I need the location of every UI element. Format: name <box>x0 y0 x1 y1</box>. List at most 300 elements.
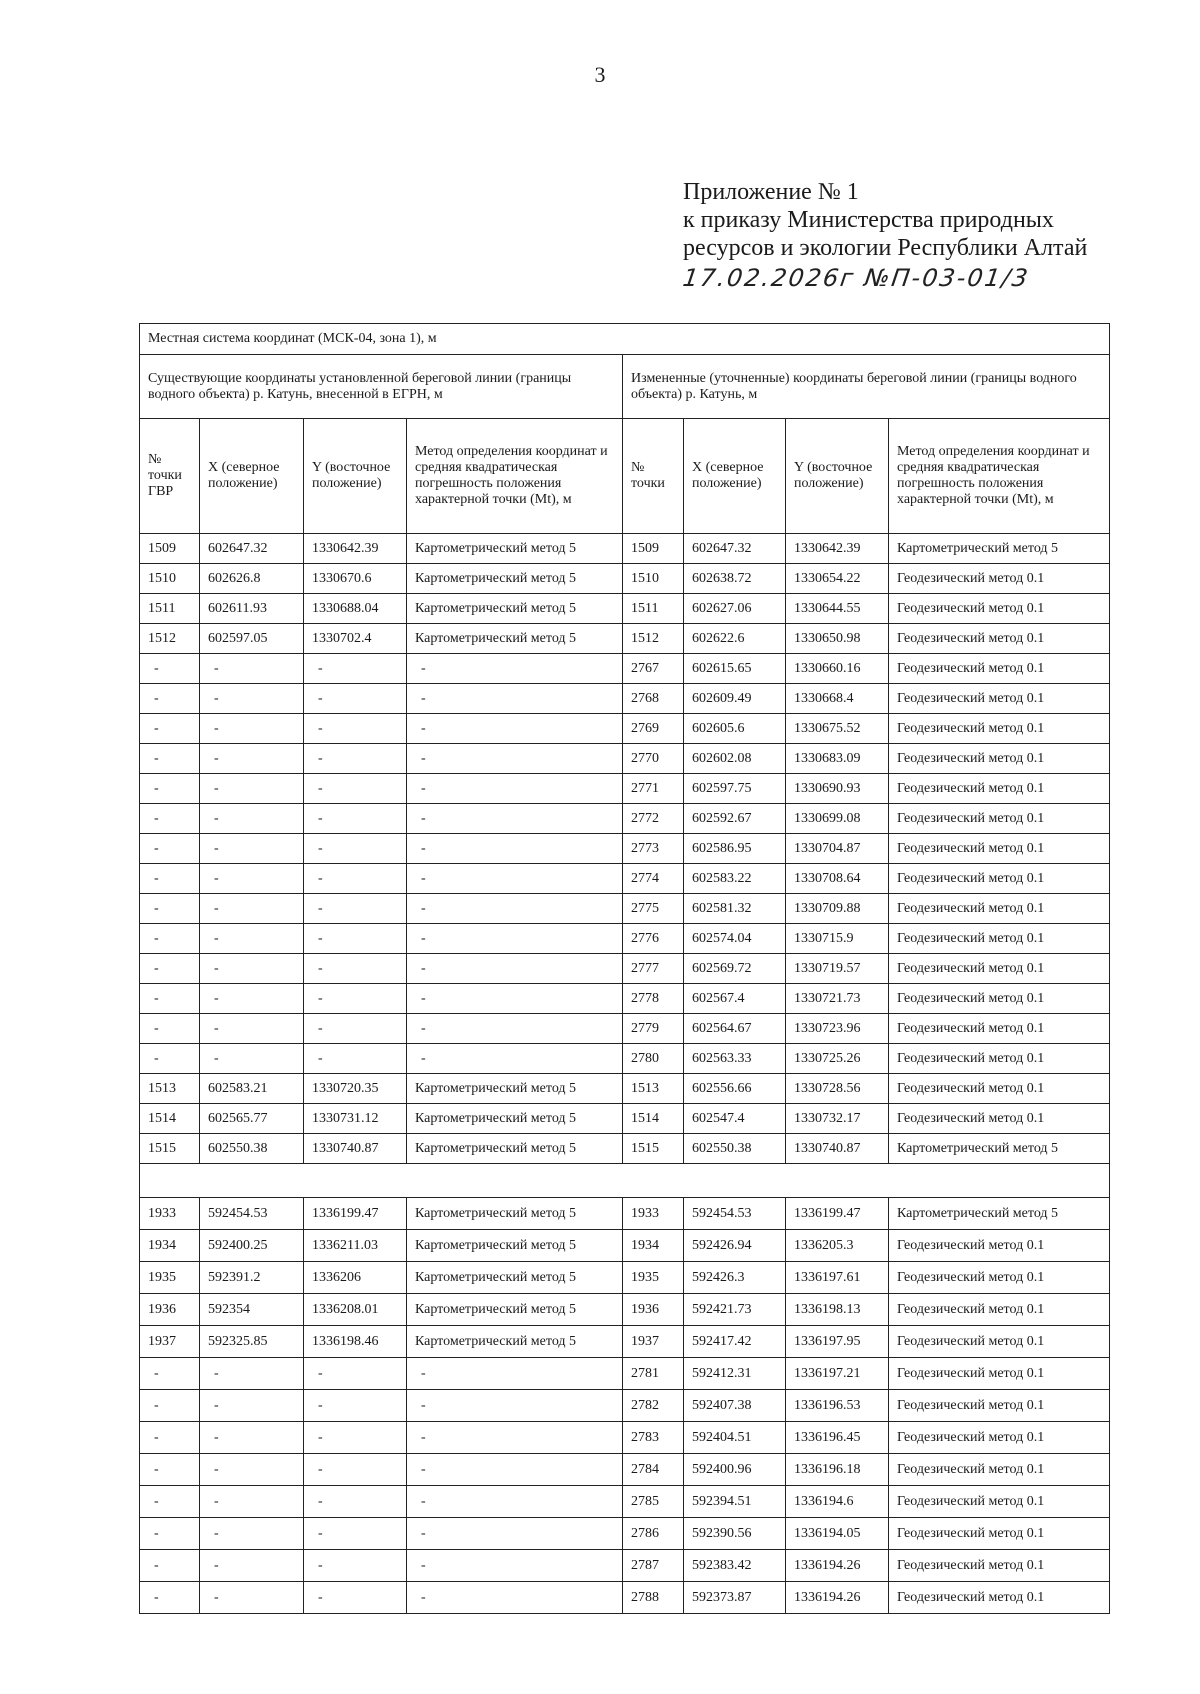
table-cell: 1330740.87 <box>304 1134 407 1164</box>
table-title-row <box>140 324 1110 355</box>
table-cell: - <box>407 1422 623 1454</box>
table-cell: Геодезический метод 0.1 <box>889 1044 1110 1074</box>
table-cell: 1510 <box>623 564 684 594</box>
table-cell: - <box>140 834 200 864</box>
table-cell: - <box>140 654 200 684</box>
table-cell: - <box>200 984 304 1014</box>
table-cell: Картометрический метод 5 <box>407 564 623 594</box>
table-cell: 1934 <box>140 1230 200 1262</box>
table-cell: 602609.49 <box>684 684 786 714</box>
table-cell: 602638.72 <box>684 564 786 594</box>
table-cell: 1935 <box>140 1262 200 1294</box>
table-cell: 1934 <box>623 1230 684 1262</box>
table-cell: Геодезический метод 0.1 <box>889 1582 1110 1614</box>
table-cell: 592354 <box>200 1294 304 1326</box>
table-cell: Картометрический метод 5 <box>407 1230 623 1262</box>
table-separator-row <box>140 1164 1110 1198</box>
table-cell: - <box>304 714 407 744</box>
table-row <box>140 744 1110 774</box>
table-cell: Геодезический метод 0.1 <box>889 924 1110 954</box>
table-cell: 602583.22 <box>684 864 786 894</box>
table-cell: - <box>200 1454 304 1486</box>
table-cell: - <box>140 804 200 834</box>
table-cell: - <box>304 684 407 714</box>
table-cell: - <box>200 954 304 984</box>
table-cell: Картометрический метод 5 <box>407 1198 623 1230</box>
table-cell: 2782 <box>623 1390 684 1422</box>
table-row <box>140 1230 1110 1262</box>
table-cell: Геодезический метод 0.1 <box>889 564 1110 594</box>
table-cell: 1330683.09 <box>786 744 889 774</box>
table-cell: 592373.87 <box>684 1582 786 1614</box>
column-header: Метод определения координат и средняя квадратическая погрешность положения характерной точки (Mt), м <box>889 419 1110 534</box>
table-cell: Геодезический метод 0.1 <box>889 1326 1110 1358</box>
group-header-changed: Измененные (уточненные) координаты береговой линии (границы водного объекта) р. Катунь, м <box>623 355 1110 419</box>
table-row <box>140 534 1110 564</box>
table-separator <box>140 1164 1110 1198</box>
table-cell: - <box>407 924 623 954</box>
table-cell: 1330732.17 <box>786 1104 889 1134</box>
table-cell: 1336197.61 <box>786 1262 889 1294</box>
table-cell: Геодезический метод 0.1 <box>889 984 1110 1014</box>
table-cell: - <box>140 1582 200 1614</box>
table-cell: 602647.32 <box>684 534 786 564</box>
table-cell: Геодезический метод 0.1 <box>889 1014 1110 1044</box>
table-cell: - <box>200 894 304 924</box>
table-cell: 1336197.95 <box>786 1326 889 1358</box>
table-cell: 602605.6 <box>684 714 786 744</box>
table-cell: Геодезический метод 0.1 <box>889 714 1110 744</box>
table-cell: - <box>304 1358 407 1390</box>
table-cell: - <box>140 984 200 1014</box>
table-cell: - <box>407 1518 623 1550</box>
table-cell: 1936 <box>623 1294 684 1326</box>
table-cell: Картометрический метод 5 <box>889 534 1110 564</box>
table-cell: 602622.6 <box>684 624 786 654</box>
table-cell: - <box>304 864 407 894</box>
appendix-line: Приложение № 1 <box>683 179 859 205</box>
table-cell: 602564.67 <box>684 1014 786 1044</box>
table-cell: 1336198.46 <box>304 1326 407 1358</box>
table-cell: 2768 <box>623 684 684 714</box>
column-header: X (северное положение) <box>684 419 786 534</box>
table-cell: 1336199.47 <box>304 1198 407 1230</box>
table-cell: - <box>140 1044 200 1074</box>
table-cell: 602611.93 <box>200 594 304 624</box>
table-row <box>140 1198 1110 1230</box>
table-cell: - <box>407 1582 623 1614</box>
table-row <box>140 954 1110 984</box>
table-row <box>140 1582 1110 1614</box>
table-cell: - <box>304 894 407 924</box>
table-cell: 592426.94 <box>684 1230 786 1262</box>
table-cell: 1509 <box>140 534 200 564</box>
table-cell: 1514 <box>623 1104 684 1134</box>
table-cell: - <box>140 1518 200 1550</box>
table-cell: - <box>140 924 200 954</box>
table-cell: 592426.3 <box>684 1262 786 1294</box>
table-row <box>140 1550 1110 1582</box>
table-cell: 2788 <box>623 1582 684 1614</box>
table-cell: - <box>140 864 200 894</box>
table-row <box>140 924 1110 954</box>
table-row <box>140 804 1110 834</box>
table-cell: - <box>200 1582 304 1614</box>
table-cell: - <box>304 1550 407 1582</box>
table-cell: 1336194.05 <box>786 1518 889 1550</box>
table-cell: - <box>140 1358 200 1390</box>
table-cell: - <box>140 774 200 804</box>
table-cell: 1936 <box>140 1294 200 1326</box>
table-cell: - <box>304 1422 407 1454</box>
table-cell: 1336205.3 <box>786 1230 889 1262</box>
table-cell: Геодезический метод 0.1 <box>889 654 1110 684</box>
table-cell: Геодезический метод 0.1 <box>889 894 1110 924</box>
table-cell: - <box>200 714 304 744</box>
table-cell: 602627.06 <box>684 594 786 624</box>
table-cell: 1330642.39 <box>786 534 889 564</box>
table-row <box>140 594 1110 624</box>
table-cell: Геодезический метод 0.1 <box>889 1230 1110 1262</box>
table-cell: 1513 <box>140 1074 200 1104</box>
table-cell: 592390.56 <box>684 1518 786 1550</box>
table-cell: 1330719.57 <box>786 954 889 984</box>
appendix-line: ресурсов и экологии Республики Алтай <box>683 235 1088 261</box>
table-cell: - <box>304 834 407 864</box>
table-cell: 602592.67 <box>684 804 786 834</box>
table-cell: Геодезический метод 0.1 <box>889 864 1110 894</box>
table-row <box>140 1390 1110 1422</box>
table-cell: Картометрический метод 5 <box>407 1104 623 1134</box>
table-row <box>140 774 1110 804</box>
table-row <box>140 1104 1110 1134</box>
table-cell: 1330720.35 <box>304 1074 407 1104</box>
table-cell: 602567.4 <box>684 984 786 1014</box>
table-cell: - <box>200 804 304 834</box>
table-cell: 1330731.12 <box>304 1104 407 1134</box>
table-cell: 2769 <box>623 714 684 744</box>
table-row <box>140 834 1110 864</box>
table-cell: - <box>407 684 623 714</box>
table-cell: - <box>140 1390 200 1422</box>
table-row <box>140 564 1110 594</box>
table-cell: 602586.95 <box>684 834 786 864</box>
table-cell: Геодезический метод 0.1 <box>889 1104 1110 1134</box>
table-cell: - <box>407 1358 623 1390</box>
table-cell: - <box>140 1014 200 1044</box>
table-cell: 602581.32 <box>684 894 786 924</box>
table-cell: Картометрический метод 5 <box>407 594 623 624</box>
table-cell: 1336196.53 <box>786 1390 889 1422</box>
column-header: Y (восточное положение) <box>304 419 407 534</box>
table-cell: - <box>304 1582 407 1614</box>
table-cell: Геодезический метод 0.1 <box>889 834 1110 864</box>
table-title: Местная система координат (МСК-04, зона 1), м <box>140 324 1110 355</box>
table-cell: 1515 <box>140 1134 200 1164</box>
table-cell: 1336196.45 <box>786 1422 889 1454</box>
table-cell: 1330688.04 <box>304 594 407 624</box>
table-cell: 592454.53 <box>684 1198 786 1230</box>
table-cell: - <box>407 1486 623 1518</box>
table-cell: 1330670.6 <box>304 564 407 594</box>
table-cell: Геодезический метод 0.1 <box>889 1390 1110 1422</box>
table-cell: 2777 <box>623 954 684 984</box>
table-row <box>140 654 1110 684</box>
column-header: № точки ГВР <box>140 419 200 534</box>
table-cell: 1933 <box>140 1198 200 1230</box>
table-cell: 1330690.93 <box>786 774 889 804</box>
table-cell: - <box>407 834 623 864</box>
table-cell: Геодезический метод 0.1 <box>889 1074 1110 1104</box>
table-cell: - <box>200 1014 304 1044</box>
table-cell: 2779 <box>623 1014 684 1044</box>
table-cell: Геодезический метод 0.1 <box>889 1454 1110 1486</box>
table-cell: - <box>304 1486 407 1518</box>
table-cell: - <box>304 984 407 1014</box>
table-cell: - <box>140 894 200 924</box>
table-cell: 1515 <box>623 1134 684 1164</box>
table-cell: 1336194.6 <box>786 1486 889 1518</box>
table-cell: 602547.4 <box>684 1104 786 1134</box>
table-cell: 602615.65 <box>684 654 786 684</box>
table-cell: - <box>200 1390 304 1422</box>
table-cell: 1512 <box>623 624 684 654</box>
table-cell: 2784 <box>623 1454 684 1486</box>
table-cell: - <box>304 1454 407 1486</box>
table-row <box>140 1326 1110 1358</box>
table-cell: 592394.51 <box>684 1486 786 1518</box>
table-cell: Картометрический метод 5 <box>889 1198 1110 1230</box>
table-cell: 1336208.01 <box>304 1294 407 1326</box>
table-cell: 1330721.73 <box>786 984 889 1014</box>
table-cell: - <box>407 654 623 684</box>
table-cell: 602550.38 <box>684 1134 786 1164</box>
table-cell: - <box>200 864 304 894</box>
table-cell: - <box>407 714 623 744</box>
table-cell: 602647.32 <box>200 534 304 564</box>
table-cell: - <box>200 1358 304 1390</box>
table-cell: 1330675.52 <box>786 714 889 744</box>
table-cell: - <box>140 1454 200 1486</box>
table-cell: 1330728.56 <box>786 1074 889 1104</box>
table-cell: 1937 <box>623 1326 684 1358</box>
table-row <box>140 684 1110 714</box>
table-cell: - <box>140 1422 200 1454</box>
table-cell: Геодезический метод 0.1 <box>889 1262 1110 1294</box>
table-cell: 1935 <box>623 1262 684 1294</box>
table-cell: - <box>200 1550 304 1582</box>
table-cell: 1937 <box>140 1326 200 1358</box>
table-cell: 602550.38 <box>200 1134 304 1164</box>
table-cell: 2772 <box>623 804 684 834</box>
table-cell: - <box>304 654 407 684</box>
table-cell: - <box>407 1044 623 1074</box>
table-row <box>140 1262 1110 1294</box>
table-cell: 592383.42 <box>684 1550 786 1582</box>
coordinates-table <box>139 323 1110 1614</box>
table-group-row <box>140 355 1110 419</box>
table-cell: Геодезический метод 0.1 <box>889 1358 1110 1390</box>
table-cell: Картометрический метод 5 <box>889 1134 1110 1164</box>
table-cell: Геодезический метод 0.1 <box>889 1422 1110 1454</box>
table-cell: 592400.96 <box>684 1454 786 1486</box>
table-cell: - <box>200 654 304 684</box>
table-row <box>140 1074 1110 1104</box>
table-cell: Геодезический метод 0.1 <box>889 624 1110 654</box>
table-cell: 1330740.87 <box>786 1134 889 1164</box>
table-row <box>140 894 1110 924</box>
table-cell: - <box>304 954 407 984</box>
table-cell: 1511 <box>623 594 684 624</box>
table-cell: 1510 <box>140 564 200 594</box>
table-cell: - <box>200 1422 304 1454</box>
table-cell: 1336197.21 <box>786 1358 889 1390</box>
table-cell: 1336194.26 <box>786 1582 889 1614</box>
table-cell: 1330660.16 <box>786 654 889 684</box>
table-cell: 592417.42 <box>684 1326 786 1358</box>
table-cell: 2786 <box>623 1518 684 1550</box>
table-cell: - <box>407 894 623 924</box>
appendix-header <box>683 178 1087 292</box>
table-cell: 1330702.4 <box>304 624 407 654</box>
table-cell: Геодезический метод 0.1 <box>889 954 1110 984</box>
table-cell: - <box>200 1518 304 1550</box>
table-cell: Картометрический метод 5 <box>407 1074 623 1104</box>
table-cell: - <box>407 1390 623 1422</box>
table-cell: - <box>407 1014 623 1044</box>
table-cell: 1336199.47 <box>786 1198 889 1230</box>
table-cell: 1330709.88 <box>786 894 889 924</box>
table-cell: - <box>407 744 623 774</box>
table-cell: Геодезический метод 0.1 <box>889 684 1110 714</box>
column-header: Метод определения координат и средняя квадратическая погрешность положения характерной точки (Mt), м <box>407 419 623 534</box>
table-row <box>140 1014 1110 1044</box>
table-cell: 602626.8 <box>200 564 304 594</box>
table-cell: 2774 <box>623 864 684 894</box>
handwritten-order-date: 17.02.2026г №П-03-01/3 <box>681 264 1032 292</box>
table-row <box>140 864 1110 894</box>
table-cell: - <box>304 804 407 834</box>
table-cell: 1330644.55 <box>786 594 889 624</box>
table-cell: 2780 <box>623 1044 684 1074</box>
table-cell: Геодезический метод 0.1 <box>889 804 1110 834</box>
table-cell: 1512 <box>140 624 200 654</box>
table-cell: - <box>304 774 407 804</box>
table-cell: - <box>407 954 623 984</box>
table-cell: 1513 <box>623 1074 684 1104</box>
table-cell: - <box>304 1390 407 1422</box>
table-cell: 1330650.98 <box>786 624 889 654</box>
table-cell: 602597.05 <box>200 624 304 654</box>
table-cell: - <box>407 1454 623 1486</box>
column-header: № точки <box>623 419 684 534</box>
table-cell: 592421.73 <box>684 1294 786 1326</box>
table-cell: 1330699.08 <box>786 804 889 834</box>
table-cell: 592400.25 <box>200 1230 304 1262</box>
table-cell: 1330715.9 <box>786 924 889 954</box>
table-cell: - <box>140 684 200 714</box>
table-cell: - <box>200 924 304 954</box>
page-number: 3 <box>594 62 606 87</box>
table-cell: 602602.08 <box>684 744 786 774</box>
table-cell: - <box>407 864 623 894</box>
table-cell: 2781 <box>623 1358 684 1390</box>
table-cell: 592407.38 <box>684 1390 786 1422</box>
table-cell: 2767 <box>623 654 684 684</box>
table-cell: 1330668.4 <box>786 684 889 714</box>
table-cell: 1330654.22 <box>786 564 889 594</box>
table-cell: Геодезический метод 0.1 <box>889 1486 1110 1518</box>
table-cell: 2771 <box>623 774 684 804</box>
group-header-existing: Существующие координаты установленной береговой линии (границы водного объекта) р. Катунь, внесенной в ЕГРН, м <box>140 355 623 419</box>
table-cell: 1330704.87 <box>786 834 889 864</box>
table-cell: 2776 <box>623 924 684 954</box>
column-header-row <box>140 419 1110 534</box>
table-cell: 592404.51 <box>684 1422 786 1454</box>
table-cell: Геодезический метод 0.1 <box>889 1294 1110 1326</box>
table-row <box>140 1454 1110 1486</box>
column-header: X (северное положение) <box>200 419 304 534</box>
table-row <box>140 624 1110 654</box>
table-cell: 592454.53 <box>200 1198 304 1230</box>
table-cell: 1330725.26 <box>786 1044 889 1074</box>
table-cell: - <box>304 744 407 774</box>
table-cell: - <box>304 1014 407 1044</box>
table-cell: 592325.85 <box>200 1326 304 1358</box>
table-cell: 1336194.26 <box>786 1550 889 1582</box>
column-header: Y (восточное положение) <box>786 419 889 534</box>
table-cell: - <box>200 774 304 804</box>
table-cell: 602565.77 <box>200 1104 304 1134</box>
table-cell: 592412.31 <box>684 1358 786 1390</box>
table-cell: 602597.75 <box>684 774 786 804</box>
table-cell: - <box>140 1486 200 1518</box>
table-row <box>140 1294 1110 1326</box>
table-cell: Картометрический метод 5 <box>407 534 623 564</box>
table-cell: - <box>140 714 200 744</box>
table-cell: 1330642.39 <box>304 534 407 564</box>
table-cell: 1511 <box>140 594 200 624</box>
table-cell: - <box>304 1044 407 1074</box>
table-cell: 2787 <box>623 1550 684 1582</box>
table-cell: - <box>200 684 304 714</box>
appendix-line: к приказу Министерства природных <box>683 207 1054 233</box>
table-row <box>140 1518 1110 1550</box>
table-cell: Геодезический метод 0.1 <box>889 774 1110 804</box>
table-cell: - <box>140 744 200 774</box>
table-cell: 602569.72 <box>684 954 786 984</box>
table-row <box>140 984 1110 1014</box>
table-cell: Картометрический метод 5 <box>407 1326 623 1358</box>
table-cell: 2770 <box>623 744 684 774</box>
table-cell: 2775 <box>623 894 684 924</box>
table-cell: Картометрический метод 5 <box>407 1134 623 1164</box>
table-cell: - <box>200 1486 304 1518</box>
table-cell: Картометрический метод 5 <box>407 1294 623 1326</box>
table-cell: 2773 <box>623 834 684 864</box>
table-cell: Картометрический метод 5 <box>407 1262 623 1294</box>
table-cell: 1514 <box>140 1104 200 1134</box>
table-cell: Геодезический метод 0.1 <box>889 1518 1110 1550</box>
table-cell: - <box>200 1044 304 1074</box>
table-cell: 602563.33 <box>684 1044 786 1074</box>
table-cell: 1933 <box>623 1198 684 1230</box>
table-cell: - <box>407 774 623 804</box>
table-cell: - <box>200 834 304 864</box>
table-row <box>140 1044 1110 1074</box>
table-cell: Геодезический метод 0.1 <box>889 1550 1110 1582</box>
table-cell: 2783 <box>623 1422 684 1454</box>
